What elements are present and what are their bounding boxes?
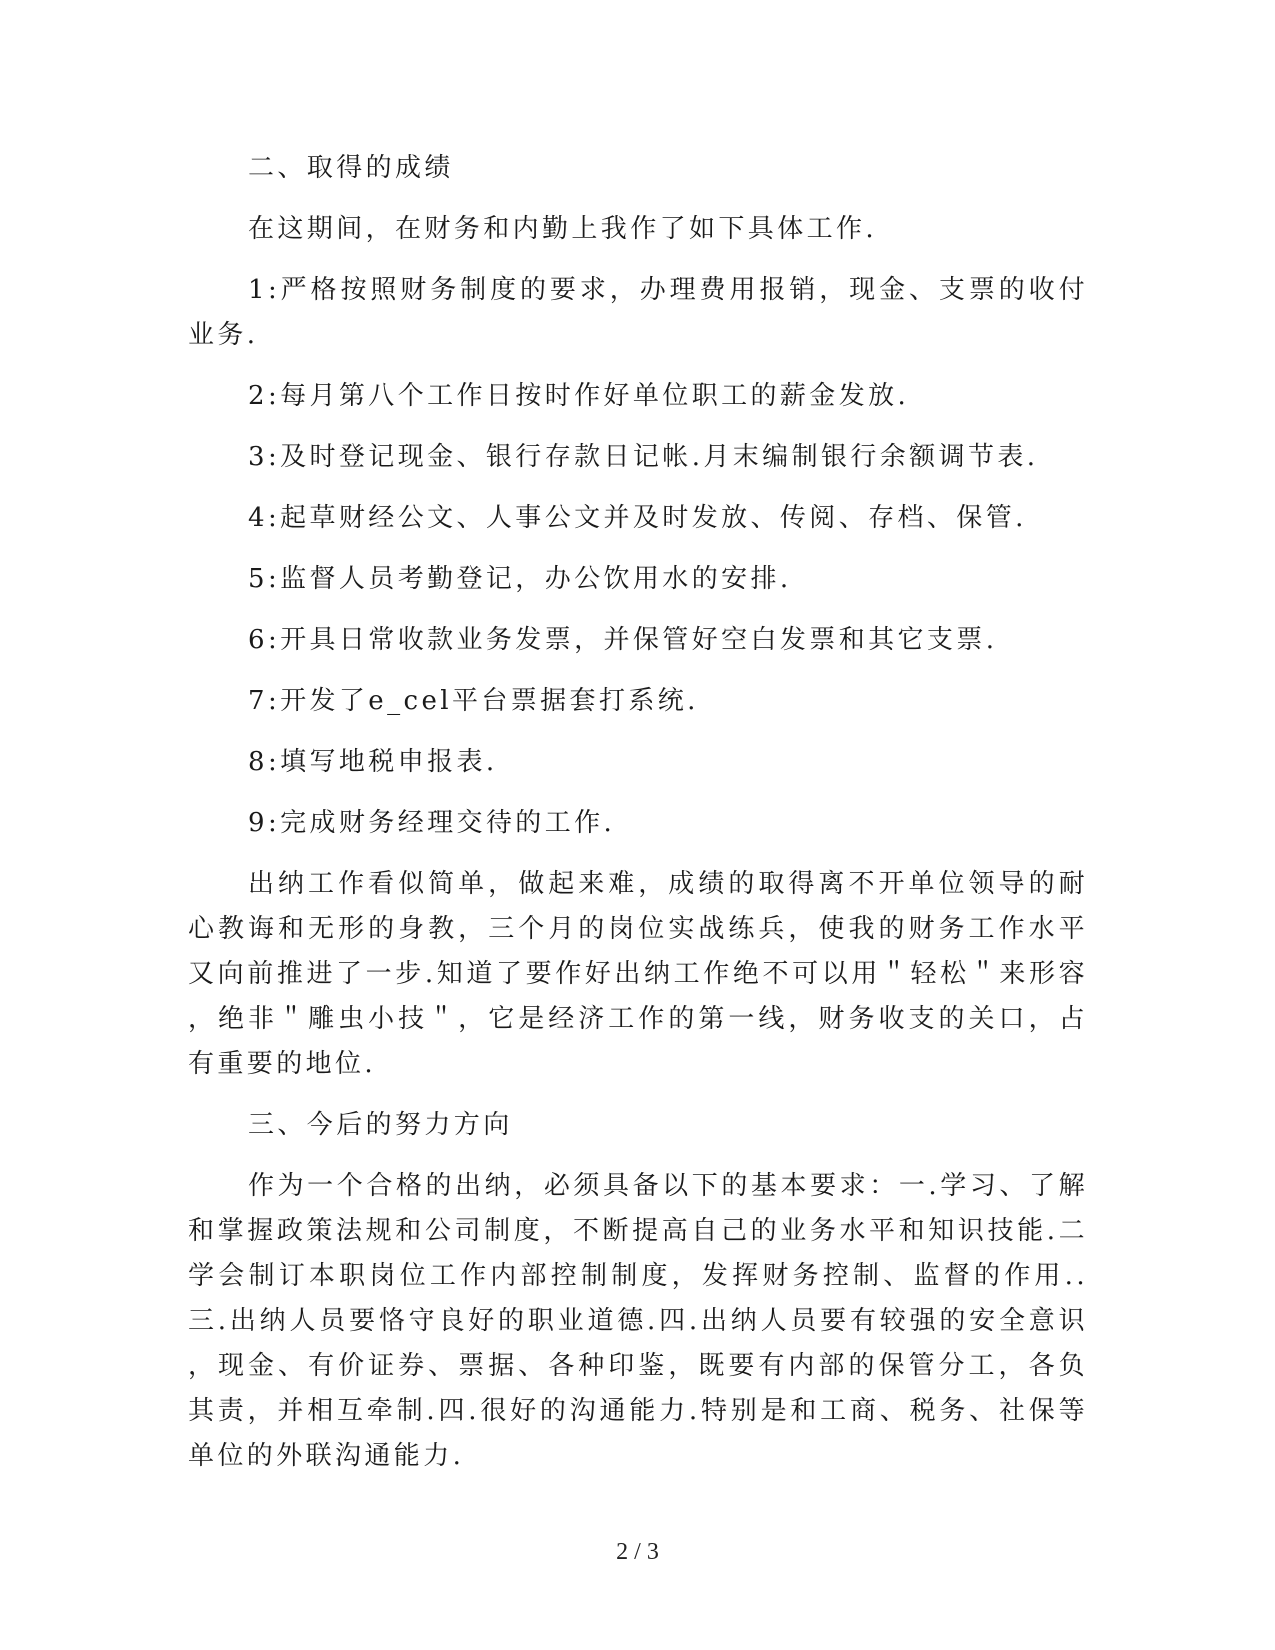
list-item-9: 9:完成财务经理交待的工作. xyxy=(248,808,616,838)
section-heading-achievements: 二、取得的成绩 xyxy=(248,153,454,183)
list-item-2: 2:每月第八个工作日按时作好单位职工的薪金发放. xyxy=(248,381,910,411)
list-item-7: 7:开发了e_cel平台票据套打系统. xyxy=(248,686,699,716)
document-body xyxy=(188,146,1088,1495)
list-item-5: 5:监督人员考勤登记，办公饮用水的安排. xyxy=(248,564,792,594)
section-heading-future: 三、今后的努力方向 xyxy=(248,1110,513,1140)
list-item-6: 6:开具日常收款业务发票，并保管好空白发票和其它支票. xyxy=(248,625,998,655)
paragraph-reflection: 出纳工作看似简单，做起来难，成绩的取得离不开单位领导的耐心教诲和无形的身教，三个月的岗位实战练兵，使我的财务工作水平又向前推进了一步.知道了要作好出纳工作绝不可以用＂轻松＂来形容，绝非＂雕虫小技＂，它是经济工作的第一线，财务收支的关口，占有重要的地位. xyxy=(188,869,1088,1079)
list-item-4: 4:起草财经公文、人事公文并及时发放、传阅、存档、保管. xyxy=(248,503,1027,533)
paragraph-intro: 在这期间，在财务和内勤上我作了如下具体工作. xyxy=(248,214,878,244)
list-item-8: 8:填写地税申报表. xyxy=(248,747,498,777)
paragraph-requirements: 作为一个合格的出纳，必须具备以下的基本要求：一.学习、了解和掌握政策法规和公司制度，不断提高自己的业务水平和知识技能.二学会制订本职岗位工作内部控制制度，发挥财务控制、监督的作用..三.出纳人员要恪守良好的职业道德.四.出纳人员要有较强的安全意识，现金、有价证券、票据、各种印鉴，既要有内部的保管分工，各负其责，并相互牵制.四.很好的沟通能力.特别是和工商、税务、社保等单位的外联沟通能力. xyxy=(188,1171,1088,1471)
list-item-3: 3:及时登记现金、银行存款日记帐.月末编制银行余额调节表. xyxy=(248,442,1039,472)
list-item-1: 1:严格按照财务制度的要求，办理费用报销，现金、支票的收付业务. xyxy=(188,275,1088,350)
page-number: 2 / 3 xyxy=(616,1539,659,1565)
